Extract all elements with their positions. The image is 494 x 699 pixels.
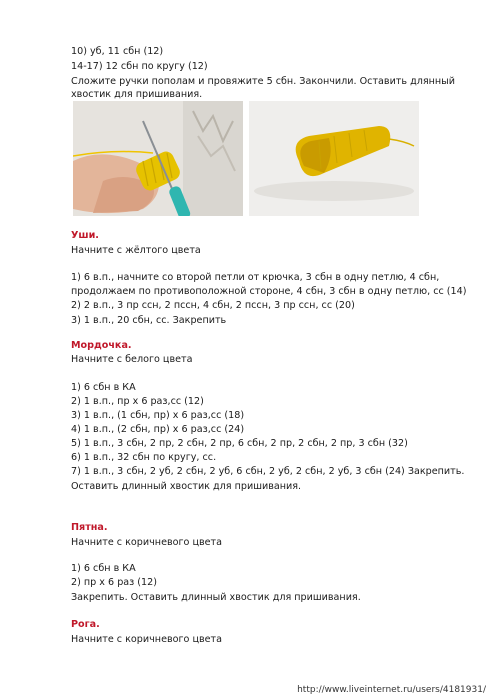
pattern-row: 14-17) 12 сбн по кругу (12) <box>71 61 208 72</box>
section-subtitle: Начните с белого цвета <box>71 354 193 365</box>
crochet-hands-photo <box>73 101 243 216</box>
section-title-horns: Рога. <box>71 619 100 630</box>
section-title-muzzle: Мордочка. <box>71 340 132 351</box>
source-url: http://www.liveinternet.ru/users/4181931/ <box>297 685 486 695</box>
pattern-row: 7) 1 в.п., 3 сбн, 2 уб, 2 сбн, 2 уб, 6 сбн, 2 уб, 2 сбн, 2 уб, 3 сбн (24) Закрепить. <box>71 466 465 477</box>
instruction-text: хвостик для пришивания. <box>71 89 203 100</box>
instruction-text: Оставить длинный хвостик для пришивания. <box>71 481 302 492</box>
section-title-ears: Уши. <box>71 230 99 241</box>
instruction-text: Сложите ручки пополам и провяжите 5 сбн. Закончили. Оставить длянный <box>71 76 455 87</box>
pattern-row: 5) 1 в.п., 3 сбн, 2 пр, 2 сбн, 2 пр, 6 сбн, 2 пр, 2 сбн, 2 пр, 3 сбн (32) <box>71 438 408 449</box>
pattern-row: 2) 1 в.п., пр х 6 раз,сс (12) <box>71 396 204 407</box>
pattern-row: 1) 6 сбн в КА <box>71 382 136 393</box>
pattern-row: 2) 2 в.п., 3 пр ссн, 2 псcн, 4 сбн, 2 псcн, 3 пр ссн, сс (20) <box>71 300 355 311</box>
pattern-row: 3) 1 в.п., (1 сбн, пр) х 6 раз,сс (18) <box>71 410 245 421</box>
pattern-row: 10) уб, 11 сбн (12) <box>71 46 164 57</box>
pattern-row: 2) пр х 6 раз (12) <box>71 577 158 588</box>
pattern-row: 3) 1 в.п., 20 сбн, сс. Закрепить <box>71 315 227 326</box>
instruction-text: Закрепить. Оставить длинный хвостик для пришивания. <box>71 592 361 603</box>
section-subtitle: Начните с коричневого цвета <box>71 537 223 548</box>
pattern-row: 1) 6 сбн в КА <box>71 563 136 574</box>
section-title-spots: Пятна. <box>71 522 108 533</box>
pattern-row: 4) 1 в.п., (2 сбн, пр) х 6 раз,сс (24) <box>71 424 245 435</box>
pattern-row: 1) 6 в.п., начните со второй петли от крючка, 3 сбн в одну петлю, 4 сбн, <box>71 272 440 283</box>
pattern-row: 6) 1 в.п., 32 сбн по кругу, сс. <box>71 452 217 463</box>
crochet-arm-photo <box>249 101 419 216</box>
pattern-row: продолжаем по противоположной стороне, 4 сбн, 3 сбн в одну петлю, сс (14) <box>71 286 467 297</box>
section-subtitle: Начните с жёлтого цвета <box>71 245 201 256</box>
section-subtitle: Начните с коричневого цвета <box>71 634 223 645</box>
